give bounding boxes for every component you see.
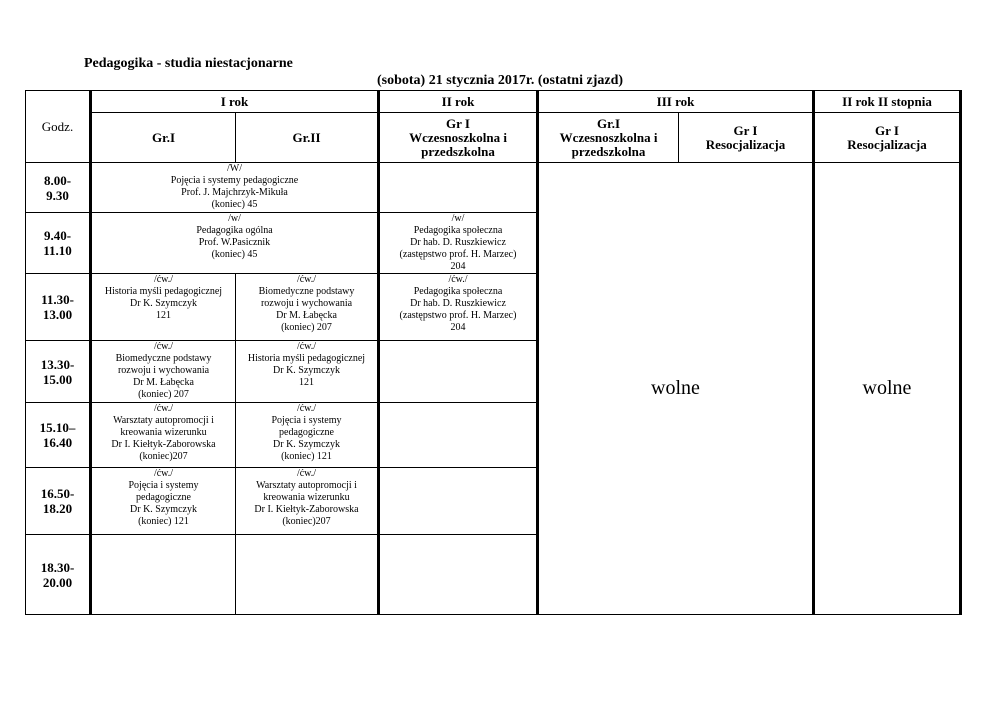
cell-line: /ćw./	[296, 274, 317, 285]
cell-line: (koniec) 121	[138, 516, 189, 527]
cell-line: Wczesnoszkolna i	[559, 129, 658, 145]
date-subtitle: (sobota) 21 stycznia 2017r. (ostatni zjazd)	[377, 73, 624, 88]
hour-cell: 18.30- 20.00	[26, 535, 91, 615]
cell-line: Dr K. Szymczyk	[273, 439, 340, 450]
cell-line: Pojęcia i systemy pedagogiczne	[170, 175, 299, 186]
cell-line: /w/	[228, 213, 241, 224]
cell-line: /ćw./	[296, 403, 317, 414]
year-3-free-label: wolne	[538, 163, 814, 615]
cell-line: Biomedyczne podstawy	[115, 353, 212, 364]
year-3-header: III rok	[538, 91, 814, 113]
cell-line: (koniec) 207	[281, 322, 332, 333]
cell-line: Resocjalizacja	[705, 136, 786, 152]
cell-line: Gr I	[446, 115, 470, 131]
cell-line: Pedagogika ogólna	[196, 225, 273, 236]
year-1-group-2-header: Gr.II	[236, 113, 379, 163]
cell-line: (koniec) 45	[211, 249, 258, 260]
cell-line: Pojęcia i systemy	[128, 480, 199, 491]
hour-column-header: Godz.	[26, 91, 91, 163]
hour-cell: 16.50- 18.20	[26, 468, 91, 535]
masters-group-1-header	[814, 113, 961, 163]
cell-line: Biomedyczne podstawy	[258, 286, 355, 297]
cell-line: kreowania wizerunku	[120, 427, 207, 438]
year-2-header: II rok	[379, 91, 538, 113]
hour-cell: 9.40- 11.10	[26, 213, 91, 274]
cell-line: Warsztaty autopromocji i	[113, 415, 214, 426]
class-cell-year1-group2	[236, 468, 379, 535]
class-cell-year1-group1	[91, 274, 236, 341]
cell-line: (zastępstwo prof. H. Marzec)	[399, 249, 517, 260]
cell-line: /ćw./	[153, 274, 174, 285]
cell-line: 121	[156, 310, 171, 321]
cell-line: Resocjalizacja	[847, 136, 927, 152]
cell-line: Dr hab. D. Ruszkiewicz	[410, 298, 506, 309]
cell-line: Historia myśli pedagogicznej	[247, 353, 366, 364]
cell-line: /ćw./	[448, 274, 468, 285]
cell-line: (koniec)207	[139, 451, 188, 462]
cell-line: Historia myśli pedagogicznej	[104, 286, 223, 297]
year-1-header: I rok	[91, 91, 379, 113]
year-3-group-1-header	[538, 113, 679, 163]
hour-cell: 8.00- 9.30	[26, 163, 91, 213]
cell-line: (koniec) 207	[138, 389, 189, 400]
cell-line: Gr I	[875, 122, 899, 138]
class-cell-year1-group1	[91, 468, 236, 535]
class-cell-year1	[91, 213, 379, 274]
cell-line: /ćw./	[153, 468, 174, 479]
class-cell-year2	[379, 403, 538, 468]
cell-line: (zastępstwo prof. H. Marzec)	[399, 310, 517, 321]
cell-line: rozwoju i wychowania	[117, 365, 210, 376]
page-title: Pedagogika - studia niestacjonarne	[84, 56, 293, 71]
cell-line: przedszkolna	[421, 143, 495, 159]
cell-line: (koniec)207	[282, 516, 331, 527]
year-3-group-2-header	[679, 113, 814, 163]
class-cell-year2	[379, 341, 538, 403]
cell-line: Pedagogika społeczna	[413, 286, 503, 297]
cell-line: /ćw./	[296, 468, 317, 479]
cell-line: (koniec) 45	[211, 199, 258, 210]
cell-line: Dr M. Łabęcka	[133, 377, 194, 388]
class-cell-year1-group2	[236, 535, 379, 615]
cell-line: 204	[450, 322, 466, 333]
cell-line: Dr K. Szymczyk	[130, 298, 197, 309]
cell-line: Warsztaty autopromocji i	[256, 480, 357, 491]
year-2-group-1-header	[379, 113, 538, 163]
class-cell-year2	[379, 468, 538, 535]
cell-line: Dr M. Łabęcka	[276, 310, 337, 321]
cell-line: /ćw./	[153, 341, 174, 352]
cell-line: Pojęcia i systemy	[271, 415, 342, 426]
cell-line: Gr.I	[597, 115, 620, 131]
cell-line: pedagogiczne	[136, 492, 191, 503]
cell-line: rozwoju i wychowania	[260, 298, 353, 309]
class-cell-year1-group1	[91, 341, 236, 403]
masters-year-2-header: II rok II stopnia	[814, 91, 961, 113]
cell-line: (koniec) 121	[281, 451, 332, 462]
hour-cell: 11.30- 13.00	[26, 274, 91, 341]
cell-line: Pedagogika społeczna	[413, 225, 503, 236]
schedule-table	[25, 90, 962, 615]
class-cell-year2	[379, 213, 538, 274]
class-cell-year2	[379, 535, 538, 615]
cell-line: /W/	[227, 163, 242, 174]
cell-line: Dr K. Szymczyk	[130, 504, 197, 515]
cell-line: Prof. W.Pasicznik	[198, 237, 271, 248]
cell-line: Dr K. Szymczyk	[273, 365, 340, 376]
class-cell-year1-group2	[236, 341, 379, 403]
cell-line: pedagogiczne	[279, 427, 334, 438]
cell-line: Wczesnoszkolna i	[409, 129, 507, 145]
cell-line: Gr I	[733, 122, 758, 138]
cell-line: 121	[299, 377, 314, 388]
class-cell-year1-group2	[236, 274, 379, 341]
masters-free-label: wolne	[814, 163, 961, 615]
class-cell-year2	[379, 274, 538, 341]
cell-line: /w/	[451, 213, 465, 224]
class-cell-year1-group1	[91, 535, 236, 615]
hour-cell: 13.30- 15.00	[26, 341, 91, 403]
cell-line: /ćw./	[296, 341, 317, 352]
cell-line: kreowania wizerunku	[263, 492, 350, 503]
cell-line: Dr hab. D. Ruszkiewicz	[410, 237, 506, 248]
cell-line: Dr I. Kiełtyk-Zaborowska	[254, 504, 359, 515]
cell-line: przedszkolna	[571, 143, 646, 159]
hour-cell: 15.10– 16.40	[26, 403, 91, 468]
class-cell-year1-group1	[91, 403, 236, 468]
cell-line: 204	[450, 261, 466, 272]
class-cell-year1-group2	[236, 403, 379, 468]
cell-line: Prof. J. Majchrzyk-Mikuła	[181, 187, 288, 198]
cell-line: Dr I. Kiełtyk-Zaborowska	[111, 439, 216, 450]
class-cell-year2	[379, 163, 538, 213]
cell-line: /ćw./	[153, 403, 174, 414]
class-cell-year1	[91, 163, 379, 213]
year-1-group-1-header: Gr.I	[91, 113, 236, 163]
